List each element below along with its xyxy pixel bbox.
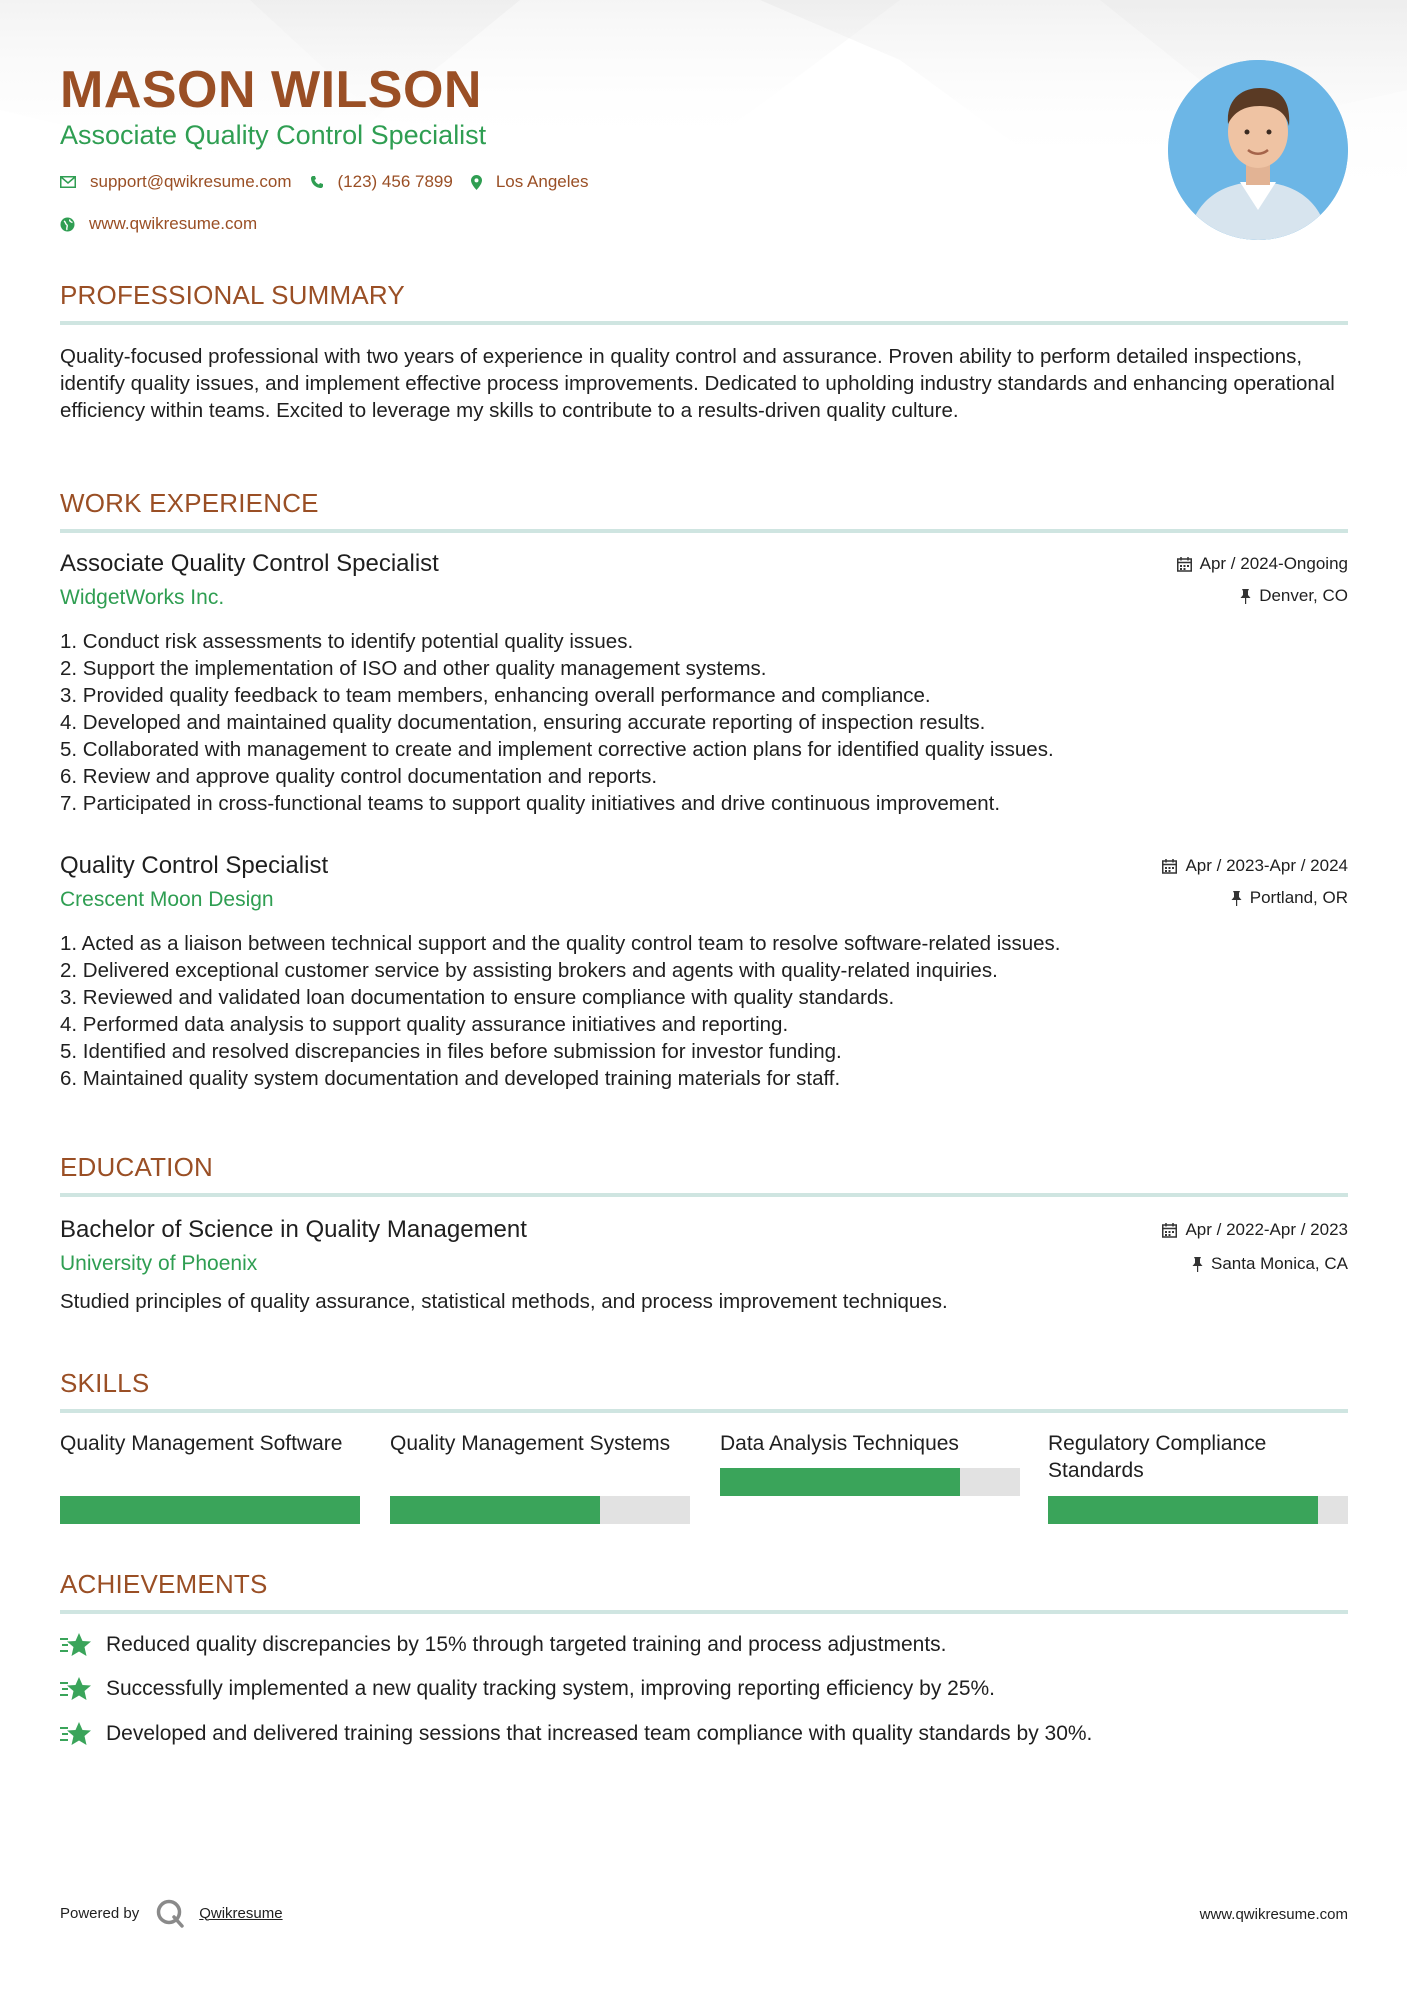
section-divider [60,529,1348,533]
job-location-text: Denver, CO [1259,586,1348,605]
section-divider [60,1610,1348,1614]
list-item: 5. Collaborated with management to create and implement corrective action plans for identified quality issues. [60,738,1054,761]
location-text: Los Angeles [495,172,589,191]
section-divider [60,321,1348,325]
skill-item [60,1430,360,1457]
calendar-icon [1162,859,1177,874]
education-date [1162,1220,1348,1240]
star-award-icon [60,1721,92,1747]
achievement-text: Reduced quality discrepancies by 15% through targeted training and process adjustments. [106,1633,947,1656]
list-item: 4. Developed and maintained quality documentation, ensuring accurate reporting of inspection results. [60,711,986,734]
achievements-section [60,1569,1348,1614]
contact-row [60,172,606,192]
footer-powered-by [60,1898,283,1928]
job-location-text: Portland, OR [1249,888,1348,907]
phone-text: (123) 456 7899 [337,172,453,191]
skill-level-fill [390,1496,600,1524]
section-divider [60,1409,1348,1413]
education-section [60,1152,1348,1197]
contact-email[interactable] [60,172,292,192]
experience-heading: WORK EXPERIENCE [60,488,319,518]
achievement-item [60,1632,947,1658]
contact-row-website [60,214,275,234]
skills-section [60,1368,1348,1413]
skills-grid [60,1430,1348,1530]
person-portrait-icon [1168,60,1348,240]
pushpin-icon [1231,891,1242,906]
job-bullets [60,930,1061,1092]
pushpin-icon [1192,1257,1203,1272]
degree-title: Bachelor of Science in Quality Management [60,1216,527,1243]
skills-heading: SKILLS [60,1368,150,1398]
job-title: Quality Control Specialist [60,852,329,879]
job-location [1231,888,1348,908]
contact-location [471,172,589,192]
calendar-icon [1162,1223,1177,1238]
list-item: 3. Provided quality feedback to team members, enhancing overall performance and compliance. [60,684,931,707]
list-item: 1. Acted as a liaison between technical support and the quality control team to resolve software-related issues. [60,932,1061,955]
summary-heading: PROFESSIONAL SUMMARY [60,280,405,310]
candidate-name: MASON WILSON [60,61,482,119]
email-text: support@qwikresume.com [90,172,292,191]
education-heading: EDUCATION [60,1152,213,1182]
section-divider [60,1193,1348,1197]
summary-section [60,280,1348,424]
skill-level-bar [60,1496,360,1524]
list-item: 4. Performed data analysis to support quality assurance initiatives and reporting. [60,1013,789,1036]
job-date-text: Apr / 2023-Apr / 2024 [1185,856,1348,875]
skill-name: Data Analysis Techniques [720,1432,959,1455]
list-item: 3. Reviewed and validated loan documentation to ensure compliance with quality standards. [60,986,895,1009]
achievement-text: Developed and delivered training sessions that increased team compliance with quality standards by 30%. [106,1722,1093,1745]
skill-level-bar [390,1496,690,1524]
achievement-item [60,1721,1092,1747]
website-text: www.qwikresume.com [89,214,258,233]
globe-icon [60,217,75,232]
skill-level-bar [1048,1496,1348,1524]
contact-website[interactable] [60,214,257,234]
skill-item [390,1430,690,1457]
calendar-icon [1177,557,1192,572]
pushpin-icon [1240,589,1251,604]
experience-section [60,488,1348,533]
skill-level-fill [60,1496,360,1524]
job-location [1240,586,1348,606]
map-pin-icon [471,175,482,190]
candidate-title: Associate Quality Control Specialist [60,120,487,150]
summary-text: Quality-focused professional with two years of experience in quality control and assurance. Proven ability to perform detailed inspections, identify quality issues, and implement effective process improvements. Dedicated to upholding industry standards and enhancing operational efficiency within teams. Excited to leverage my skills to contribute to a results-driven quality culture. [60,345,1335,422]
qwikresume-link[interactable]: Qwikresume [199,1904,283,1922]
qwikresume-logo-icon [155,1898,185,1928]
list-item: 6. Maintained quality system documentation and developed training materials for staff. [60,1067,841,1090]
skill-name: Regulatory Compliance Standards [1048,1432,1267,1482]
contact-phone[interactable] [310,172,453,192]
list-item: 7. Participated in cross-functional teams to support quality initiatives and drive continuous improvement. [60,792,1001,815]
school-name: University of Phoenix [60,1252,258,1275]
education-location [1192,1254,1348,1274]
list-item: 1. Conduct risk assessments to identify potential quality issues. [60,630,634,653]
job-date-text: Apr / 2024-Ongoing [1199,554,1348,573]
powered-by-label: Powered by [60,1904,140,1922]
job-company: Crescent Moon Design [60,888,274,911]
list-item: 5. Identified and resolved discrepancies in files before submission for investor funding. [60,1040,842,1063]
star-award-icon [60,1632,92,1658]
skill-item [720,1430,1020,1457]
footer-website[interactable]: www.qwikresume.com [1199,1906,1348,1923]
job-date [1162,856,1348,876]
skill-name: Quality Management Software [60,1432,343,1455]
list-item: 6. Review and approve quality control documentation and reports. [60,765,658,788]
achievement-item [60,1676,995,1702]
education-description: Studied principles of quality assurance, statistical methods, and process improvement techniques. [60,1290,948,1313]
envelope-icon [60,176,76,188]
job-company: WidgetWorks Inc. [60,586,225,609]
education-location-text: Santa Monica, CA [1210,1254,1348,1273]
skill-name: Quality Management Systems [390,1432,671,1455]
job-bullets [60,628,1054,817]
profile-photo [1168,60,1348,240]
skill-level-fill [720,1468,960,1496]
skill-item [1048,1430,1348,1484]
achievement-text: Successfully implemented a new quality tracking system, improving reporting efficiency by 25%. [106,1677,996,1700]
skill-level-bar [720,1468,1020,1496]
education-date-text: Apr / 2022-Apr / 2023 [1185,1220,1348,1239]
job-title: Associate Quality Control Specialist [60,550,439,577]
list-item: 2. Delivered exceptional customer service by assisting brokers and agents with quality-related inquiries. [60,959,998,982]
skill-level-fill [1048,1496,1318,1524]
list-item: 2. Support the implementation of ISO and other quality management systems. [60,657,767,680]
job-date [1177,554,1348,574]
star-award-icon [60,1676,92,1702]
phone-icon [310,175,324,189]
achievements-heading: ACHIEVEMENTS [60,1569,268,1599]
